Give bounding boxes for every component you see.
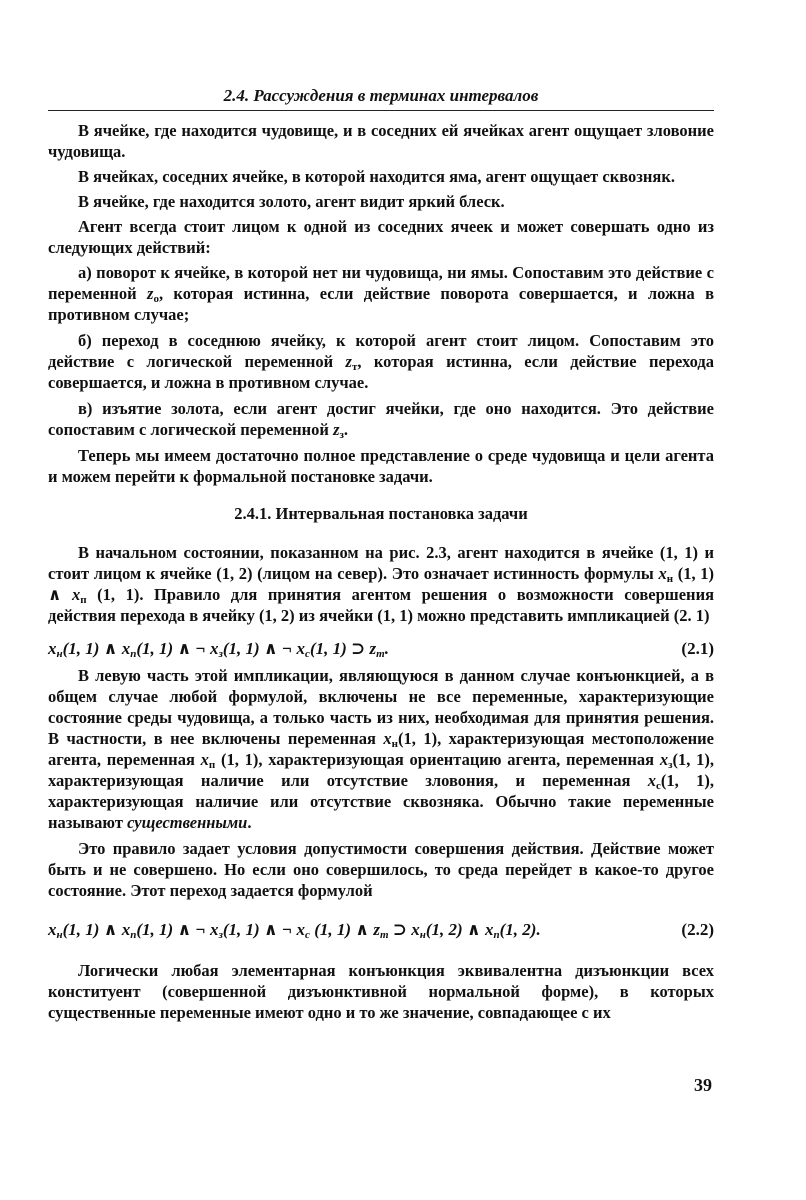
paragraph-breeze: В ячейках, соседних ячейке, в которой находится яма, агент ощущает сквозняк. [78, 167, 675, 186]
action-grab: в) изъятие золота, если агент достиг ячейки, где оно находится. Это действие сопоставим с логической переменной $z_з$. [48, 399, 714, 441]
formula-2-2-expression: $x_н(1$, 1) ∧ $x_п(1$, 1) ∧ ¬ $x_з(1$, 1) ∧ ¬ $x_с$ (1, 1) ∧ $z_т$ ⊃ $x_н(1$, 2) ∧ $x_п(1$, 2). [48, 920, 541, 941]
paragraph-glitter: В ячейке, где находится золото, агент видит яркий блеск. [78, 192, 505, 211]
paragraph-logic: Логически любая элементарная конъюнкция эквивалентна дизъюнкции всех конституент (совершенной дизъюнктивной нормальной форме), в которых существенные переменные имеют одно и то же значение, совпадающее с их [48, 961, 714, 1022]
formula-2-2 [48, 919, 714, 940]
formula-2-1-number: (2.1) [681, 639, 714, 658]
paragraph-actions-intro: Агент всегда стоит лицом к одной из соседних ячеек и может совершать одно из следующих действий: [48, 217, 714, 257]
paragraph-stench: В ячейке, где находится чудовище, и в соседних ей ячейках агент ощущает зловоние чудовища. [48, 121, 714, 161]
page-number: 39 [694, 1075, 712, 1095]
action-turn: а) поворот к ячейке, в которой нет ни чудовища, ни ямы. Сопоставим это действие с переменной $z_о$, которая истинна, если действие поворота совершается, и ложна в противном случае; [48, 263, 714, 324]
formula-2-1 [48, 638, 714, 659]
formula-2-2-number: (2.2) [681, 920, 714, 939]
paragraph-initial-state: В начальном состоянии, показанном на рис. 2.3, агент находится в ячейке (1, 1) и стоит лицом к ячейке (1, 2) (лицом на север). Это означает истинность формулы $x_н$ (1, 1) ∧ $x_п$ (1, 1). Правило для принятия агентом решения о возможности совершения действия перехода в ячейку (1, 2) из ячейки (1, 1) можно представить импликацией (2. 1) [48, 543, 714, 625]
formula-2-1-expression: $x_н(1$, 1) ∧ $x_п(1$, 1) ∧ ¬ $x_з(1$, 1) ∧ ¬ $x_с(1$, 1) ⊃ $z_т$. [48, 639, 389, 660]
paragraph-rule: Это правило задает условия допустимости совершения действия. Действие может быть и не совершено. Но если оно совершилось, то среда перейдет в какое-то другое состояние. Этот переход задается формулой [48, 839, 714, 900]
paragraph-now: Теперь мы имеем достаточно полное представление о среде чудовища и цели агента и можем перейти к формальной постановке задачи. [48, 446, 714, 486]
body-text [48, 120, 714, 1028]
subsection-title: 2.4.1. Интервальная постановка задачи [234, 504, 528, 523]
running-head: 2.4. Рассуждения в терминах интервалов [48, 84, 714, 111]
action-move: б) переход в соседнюю ячейку, к которой агент стоит лицом. Сопоставим это действие с логической переменной $z_т$, которая истинна, если действие перехода совершается, и ложна в противном случае. [48, 331, 714, 392]
paragraph-left-part: В левую часть этой импликации, являющуюся в данном случае конъюнкцией, а в общем случае любой формулой, включены не все переменные, характеризующие состояние среды чудовища, а только часть из них, необходимая для принятия решения. В частности, в нее включены переменная $x_н(1$, 1), характеризующая местоположение агента, переменная $x_п$ (1, 1), характеризующая ориентацию агента, переменная $x_з(1$, 1), характеризующая наличие или отсутствие зловония, и переменная $x_с(1$, 1), характеризующая наличие или отсутствие сквозняка. Обычно такие переменные называют существенными. [48, 666, 714, 832]
